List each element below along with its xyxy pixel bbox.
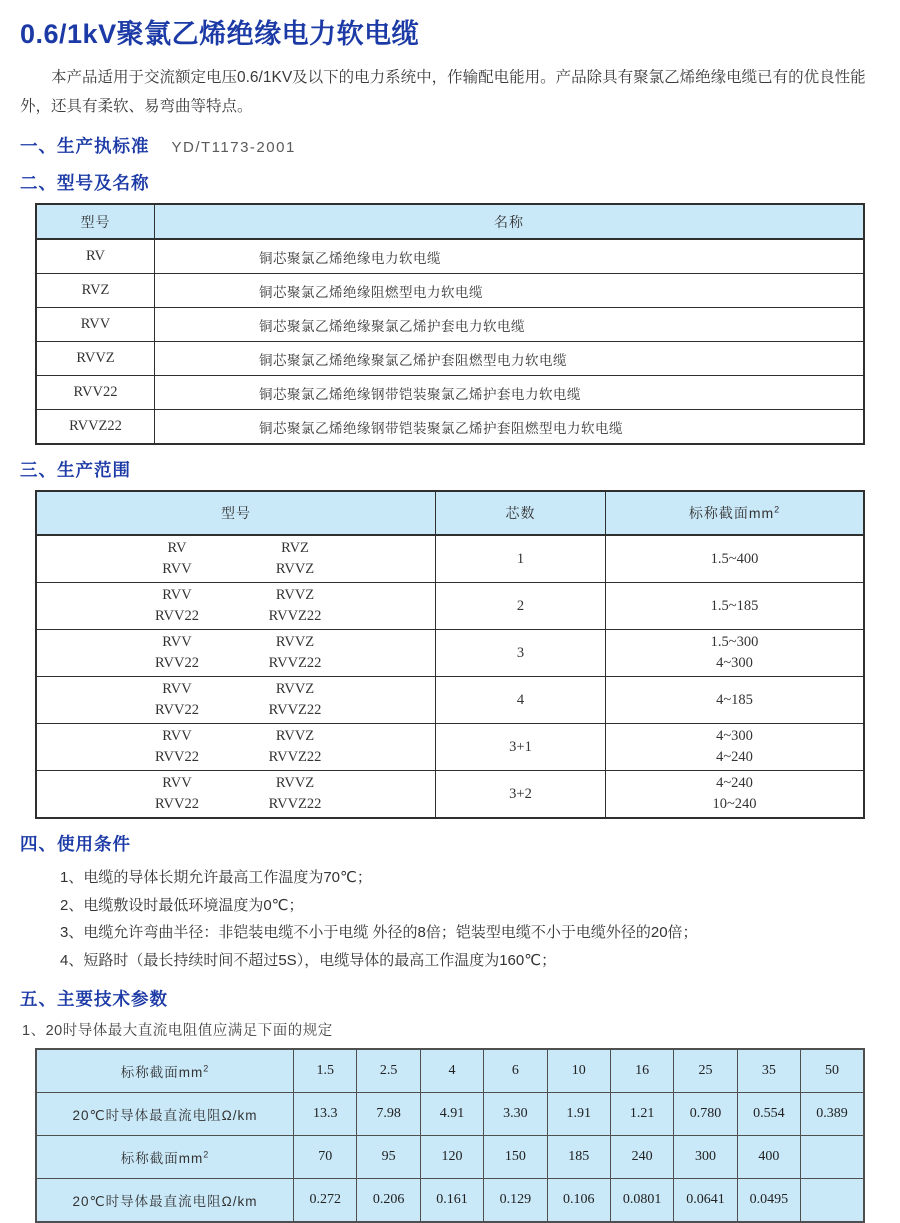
section-cell	[606, 535, 865, 583]
cores-cell: 3+1	[436, 724, 606, 771]
model-label: RVVZ	[275, 775, 315, 791]
model-column-header: 型号	[36, 204, 155, 239]
model-label: RVVZ22	[268, 655, 322, 671]
value-cell: 13.3	[294, 1093, 357, 1136]
table-row	[36, 583, 864, 630]
condition-item: 3、电缆允许弯曲半径：非铠装电缆不小于电缆 外径的8倍；铠装型电缆不小于电缆外径的20倍；	[60, 924, 698, 941]
table-row	[36, 630, 864, 677]
model-label: RVVZ	[275, 561, 315, 577]
value-cell: 95	[357, 1136, 420, 1179]
section-3-header	[20, 457, 865, 482]
models-cell	[36, 583, 436, 630]
condition-item: 1、电缆的导体长期允许最高工作温度为70℃；	[60, 869, 372, 886]
section-cell	[606, 630, 865, 677]
condition-item: 2、电缆敷设时最低环境温度为0℃；	[60, 896, 304, 914]
value-cell: 0.272	[294, 1179, 357, 1223]
value-cell: 1.91	[547, 1093, 610, 1136]
row-label-cell	[36, 1049, 294, 1093]
section-cell	[606, 677, 865, 724]
condition-item: 4、短路时（最长持续时间不超过5S），电缆导体的最高工作温度为160℃；	[60, 951, 557, 969]
value-cell: 3.30	[484, 1093, 547, 1136]
intro-paragraph: 本产品适用于交流额定电压0.6/1KV及以下的电力系统中，作输配电能用。产品除具有聚氯乙烯绝缘电缆已有的优良性能外，还具有柔软、易弯曲等特点。	[20, 69, 866, 115]
row-label-cell: 20℃时导体最直流电阻Ω/km	[36, 1179, 294, 1223]
models-column-header: 型号	[36, 491, 436, 535]
section-5-header	[20, 986, 865, 1011]
table-row	[36, 1179, 864, 1223]
model-label: RVV22	[155, 702, 199, 718]
table-row	[36, 239, 864, 274]
model-line	[38, 726, 434, 747]
value-cell: 10	[547, 1049, 610, 1093]
value-cell: 70	[294, 1136, 357, 1179]
model-label: RVV	[162, 681, 192, 697]
table-row	[36, 274, 864, 308]
model-label: RVV22	[155, 796, 199, 812]
table-row	[36, 1093, 864, 1136]
value-cell: 0.206	[357, 1179, 420, 1223]
value-cell: 0.106	[547, 1179, 610, 1223]
model-line	[38, 794, 434, 815]
table-row	[36, 771, 864, 819]
row-label-text: 标称截面mm	[120, 1065, 204, 1080]
value-cell: 1.21	[610, 1093, 673, 1136]
cores-column-header: 芯数	[436, 491, 606, 535]
models-cell	[36, 724, 436, 771]
production-range-table	[35, 490, 865, 819]
model-cell: RVV22	[36, 376, 155, 410]
value-cell	[801, 1179, 865, 1223]
model-cell: RV	[36, 239, 155, 274]
cores-cell: 2	[436, 583, 606, 630]
value-cell: 7.98	[357, 1093, 420, 1136]
value-cell: 185	[547, 1136, 610, 1179]
usage-conditions-list	[60, 864, 865, 974]
model-name-table	[35, 203, 865, 445]
row-label-text: 标称截面mm	[120, 1151, 204, 1166]
value-cell: 2.5	[357, 1049, 420, 1093]
value-cell: 300	[674, 1136, 737, 1179]
models-cell	[36, 630, 436, 677]
name-column-header: 名称	[155, 204, 865, 239]
cores-cell: 3	[436, 630, 606, 677]
value-cell: 0.780	[674, 1093, 737, 1136]
model-label: RVVZ22	[268, 702, 322, 718]
row-label-sup: 2	[203, 1063, 210, 1074]
section-range: 4~240	[716, 775, 753, 791]
model-label: RVV	[162, 728, 192, 744]
table-header-row	[36, 491, 864, 535]
model-cell: RVV	[36, 308, 155, 342]
value-cell: 150	[484, 1136, 547, 1179]
name-cell: 铜芯聚氯乙烯绝缘钢带铠装聚氯乙烯护套阻燃型电力软电缆	[155, 410, 865, 445]
value-cell: 0.161	[420, 1179, 483, 1223]
name-cell: 铜芯聚氯乙烯绝缘聚氯乙烯护套电力软电缆	[155, 308, 865, 342]
model-line	[38, 538, 434, 559]
section-3-heading: 三、生产范围	[20, 460, 131, 480]
table-row	[36, 308, 864, 342]
cores-cell: 1	[436, 535, 606, 583]
model-line	[38, 773, 434, 794]
model-label: RVVZ	[275, 634, 315, 650]
value-cell: 400	[737, 1136, 800, 1179]
table-row	[36, 376, 864, 410]
name-cell: 铜芯聚氯乙烯绝缘电力软电缆	[155, 239, 865, 274]
table-row	[36, 724, 864, 771]
model-line	[38, 679, 434, 700]
model-line	[38, 632, 434, 653]
section-range: 1.5~185	[710, 597, 759, 614]
table-row	[36, 342, 864, 376]
name-cell: 铜芯聚氯乙烯绝缘钢带铠装聚氯乙烯护套电力软电缆	[155, 376, 865, 410]
model-line	[38, 559, 434, 580]
value-cell: 0.389	[801, 1093, 865, 1136]
value-cell: 4.91	[420, 1093, 483, 1136]
section-1-header	[20, 133, 865, 158]
row-label-cell: 20℃时导体最直流电阻Ω/km	[36, 1093, 294, 1136]
model-label: RVV22	[155, 608, 199, 624]
section-4-header	[20, 831, 865, 856]
name-cell: 铜芯聚氯乙烯绝缘聚氯乙烯护套阻燃型电力软电缆	[155, 342, 865, 376]
value-cell: 120	[420, 1136, 483, 1179]
models-cell	[36, 677, 436, 724]
section-cell	[606, 583, 865, 630]
model-line	[38, 585, 434, 606]
model-label: RVV	[162, 561, 192, 577]
model-line	[38, 653, 434, 674]
model-table-body	[36, 239, 864, 444]
model-label: RVV	[162, 587, 192, 603]
resistance-table	[35, 1048, 865, 1223]
table-row	[36, 1049, 864, 1093]
name-cell: 铜芯聚氯乙烯绝缘阻燃型电力软电缆	[155, 274, 865, 308]
model-cell: RVVZ	[36, 342, 155, 376]
value-cell: 0.554	[737, 1093, 800, 1136]
cores-cell: 4	[436, 677, 606, 724]
model-label: RVVZ22	[268, 796, 322, 812]
table-header-row	[36, 204, 864, 239]
model-label: RVV	[162, 634, 192, 650]
table-row	[36, 535, 864, 583]
section-2-heading: 二、型号及名称	[20, 173, 150, 193]
model-line	[38, 606, 434, 627]
value-cell: 0.0495	[737, 1179, 800, 1223]
value-cell: 25	[674, 1049, 737, 1093]
section-range: 4~185	[716, 691, 753, 708]
section-5-heading: 五、主要技术参数	[20, 989, 168, 1009]
section-column-header	[606, 491, 865, 535]
value-cell: 1.5	[294, 1049, 357, 1093]
section-header-sup: 2	[774, 504, 781, 515]
standard-number: YD/T1173-2001	[171, 139, 296, 156]
section-range: 4~300	[716, 728, 753, 744]
model-label: RVVZ	[275, 728, 315, 744]
value-cell: 16	[610, 1049, 673, 1093]
model-label: RVVZ	[275, 681, 315, 697]
section-cell	[606, 771, 865, 819]
value-cell: 4	[420, 1049, 483, 1093]
model-label: RVV	[162, 775, 192, 791]
table-row	[36, 677, 864, 724]
value-cell: 240	[610, 1136, 673, 1179]
section-4-heading: 四、使用条件	[20, 834, 131, 854]
model-label: RVVZ	[275, 587, 315, 603]
value-cell: 50	[801, 1049, 865, 1093]
section-header-text: 标称截面mm	[688, 505, 775, 521]
table-row	[36, 410, 864, 445]
model-label: RVV22	[155, 655, 199, 671]
model-line	[38, 700, 434, 721]
cores-cell: 3+2	[436, 771, 606, 819]
model-label: RVVZ22	[268, 749, 322, 765]
section-range: 4~300	[716, 655, 753, 671]
range-table-head	[36, 491, 864, 535]
section-range: 4~240	[716, 749, 753, 765]
section-2-header	[20, 170, 865, 195]
value-cell	[801, 1136, 865, 1179]
models-cell	[36, 535, 436, 583]
model-table-head	[36, 204, 864, 239]
value-cell: 0.129	[484, 1179, 547, 1223]
resistance-table-body	[36, 1049, 864, 1222]
section-range: 1.5~300	[710, 634, 759, 650]
resistance-note: 1、20时导体最大直流电阻值应满足下面的规定	[22, 1023, 333, 1039]
model-cell: RVZ	[36, 274, 155, 308]
section-range: 10~240	[712, 796, 757, 812]
section-range: 1.5~400	[710, 550, 759, 567]
section-cell	[606, 724, 865, 771]
section-1-heading: 一、生产执标准	[20, 136, 150, 156]
model-line	[38, 747, 434, 768]
row-label-cell	[36, 1136, 294, 1179]
row-label-sup: 2	[203, 1149, 210, 1160]
value-cell: 35	[737, 1049, 800, 1093]
model-cell: RVVZ22	[36, 410, 155, 445]
table-row	[36, 1136, 864, 1179]
model-label: RVVZ22	[268, 608, 322, 624]
model-label: RVV22	[155, 749, 199, 765]
model-label: RV	[167, 540, 187, 556]
value-cell: 6	[484, 1049, 547, 1093]
models-cell	[36, 771, 436, 819]
value-cell: 0.0641	[674, 1179, 737, 1223]
range-table-body	[36, 535, 864, 818]
value-cell: 0.0801	[610, 1179, 673, 1223]
model-label: RVZ	[281, 540, 309, 556]
page-title: 0.6/1kV聚氯乙烯绝缘电力软电缆	[20, 19, 420, 49]
